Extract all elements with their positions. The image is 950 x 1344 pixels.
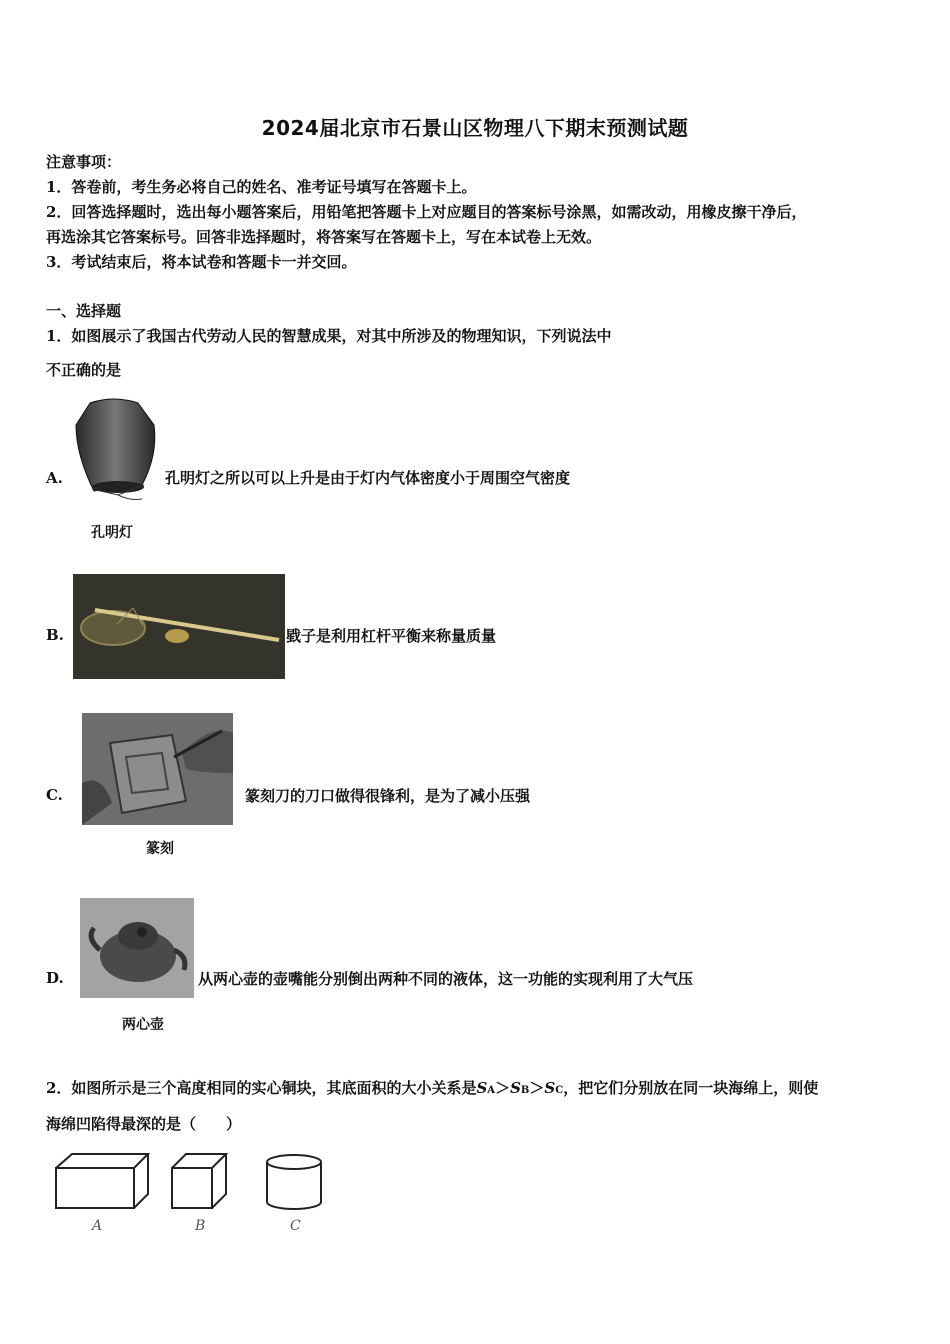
question-2-stem bbox=[46, 1078, 818, 1101]
area-symbol: S bbox=[510, 1079, 521, 1097]
greater-than: ＞ bbox=[495, 1079, 511, 1097]
block-label-b: B bbox=[195, 1218, 206, 1234]
notice-heading: 注意事项： bbox=[46, 153, 122, 171]
area-symbol: S bbox=[476, 1079, 488, 1097]
block-label-c: C bbox=[290, 1218, 301, 1234]
notice-line: 再选涂其它答案标号。回答非选择题时，将答案写在答题卡上，写在本试卷上无效。 bbox=[46, 228, 602, 246]
block-c bbox=[267, 1155, 321, 1209]
notice-line: 2．回答选择题时，选出每小题答案后，用铅笔把答题卡上对应题目的答案标号涂黑，如需改动，用橡皮擦干净后， bbox=[46, 203, 807, 221]
question-1-stem-cont: 不正确的是 bbox=[46, 361, 122, 379]
subscript: A bbox=[487, 1085, 496, 1096]
block-b bbox=[172, 1154, 226, 1208]
image-caption: 两心壶 bbox=[122, 1017, 164, 1033]
steelyard-image bbox=[73, 574, 285, 679]
question-2-stem-cont: 海绵凹陷得最深的是（ ） bbox=[46, 1115, 242, 1133]
option-c-text: 篆刻刀的刀口做得很锋利，是为了减小压强 bbox=[245, 787, 531, 805]
subscript: C bbox=[555, 1085, 564, 1096]
greater-than: ＞ bbox=[529, 1079, 545, 1097]
section-heading: 一、选择题 bbox=[46, 302, 122, 320]
block-a bbox=[56, 1154, 148, 1208]
kongming-lantern-image bbox=[70, 395, 158, 505]
option-c-letter: C. bbox=[46, 786, 63, 804]
question-1-stem: 1．如图展示了我国古代劳动人民的智慧成果，对其中所涉及的物理知识，下列说法中 bbox=[46, 327, 612, 345]
seal-carving-image bbox=[82, 713, 233, 825]
notice-line: 3．考试结束后，将本试卷和答题卡一并交回。 bbox=[46, 253, 357, 271]
option-d-text: 从两心壶的壶嘴能分别倒出两种不同的液体，这一功能的实现利用了大气压 bbox=[198, 970, 694, 988]
image-caption: 篆刻 bbox=[146, 841, 174, 857]
option-b-letter: B. bbox=[46, 626, 64, 644]
option-a-letter: A. bbox=[46, 469, 63, 487]
option-d-letter: D. bbox=[46, 969, 64, 987]
option-b-text: 戥子是利用杠杆平衡来称量质量 bbox=[286, 627, 497, 645]
area-symbol: S bbox=[544, 1079, 556, 1097]
page-title: 2024届北京市石景山区物理八下期末预测试题 bbox=[261, 116, 689, 140]
notice-line: 1．答卷前，考生务必将自己的姓名、准考证号填写在答题卡上。 bbox=[46, 178, 477, 196]
block-label-a: A bbox=[92, 1218, 103, 1234]
subscript: B bbox=[520, 1085, 530, 1096]
option-a-text: 孔明灯之所以可以上升是由于灯内气体密度小于周围空气密度 bbox=[165, 469, 571, 487]
stem-text: ，把它们分别放在同一块海绵上，则使 bbox=[563, 1079, 819, 1097]
image-caption: 孔明灯 bbox=[91, 525, 133, 541]
copper-blocks-figure bbox=[52, 1150, 332, 1240]
stem-text: 2．如图所示是三个高度相同的实心铜块，其底面积的大小关系是 bbox=[46, 1079, 477, 1097]
two-heart-pot-image bbox=[80, 898, 194, 998]
